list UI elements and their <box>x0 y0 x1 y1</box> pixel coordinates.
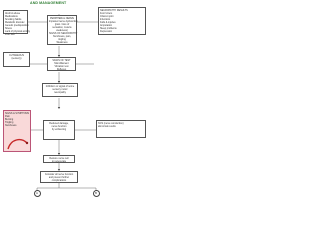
cutaneous-box <box>3 52 30 67</box>
list-item: Numbness <box>5 124 17 127</box>
risk-factors-box <box>3 10 28 34</box>
signs-neuropathy-heading: SIGNS OF NEUROPATHY <box>49 32 78 35</box>
signs-of-test-box <box>47 57 76 71</box>
text-line: Vibration test <box>54 65 69 68</box>
list-item: Lack of physical activity <box>5 30 30 33</box>
text-line: complications <box>51 178 67 182</box>
node-b: B <box>93 190 100 197</box>
text-line: and prevent further <box>48 175 70 179</box>
list-item: Smoking habits <box>5 18 22 21</box>
list-item: Pain <box>5 115 10 118</box>
risk-factors-list <box>4 11 30 37</box>
list-item: Infections <box>100 18 111 21</box>
text-line: (sensory) <box>11 57 22 60</box>
text-line: sensory motor <box>52 88 68 91</box>
text-line: Consider all nerve function <box>44 172 74 176</box>
text-line: to regenerate <box>51 159 67 163</box>
text-line: Monofilament <box>54 62 69 65</box>
text-line: nerve function <box>51 125 67 128</box>
results-heading: NEUROPATHY RESULTS <box>100 9 128 12</box>
cutaneous-heading: CUTANEOUS <box>9 54 24 57</box>
signs-test-heading: SIGNS OF TEST <box>52 59 71 62</box>
text-line: tingling <box>58 38 66 41</box>
list-item: Burning <box>5 118 14 121</box>
list-item: Foot Ulcers <box>100 12 113 15</box>
list-item: Amputation <box>100 24 113 27</box>
peripheral-nerve-heading: PERIPHERAL NERVE <box>50 17 74 20</box>
restore-nerve-box <box>43 155 75 163</box>
text-line: Restore nerve cell <box>49 156 69 160</box>
ncs-heading: NCS (nerve conduction) <box>98 122 124 125</box>
ncs-box <box>96 120 146 138</box>
text-line: weakness) <box>56 29 68 32</box>
list-item: Poor diet <box>5 33 15 36</box>
text-line: Impaired nerve dysfunction <box>49 20 78 23</box>
list-item: Depression <box>100 30 113 33</box>
signs-symptoms-heading: SIGNS & SYMPTOMS <box>5 112 29 115</box>
list-item: Falls & injuries <box>100 21 116 24</box>
text-line: (pain / loss of <box>54 23 70 26</box>
node-a: A <box>34 190 41 197</box>
signs-symptoms-box <box>3 110 31 152</box>
text-line: Numbness, pain, <box>53 35 71 38</box>
list-item: Tingling <box>5 121 14 124</box>
text-line: Reflexes <box>56 68 67 71</box>
text-line: by enhancing <box>51 128 67 131</box>
text-line: abnormal results <box>98 125 116 128</box>
reduced-damage-box <box>43 120 75 140</box>
text-line: neuropathy <box>54 91 66 94</box>
list-item: Genetic predisposition <box>5 24 29 27</box>
text-line: Inhibition or signal of some <box>45 85 75 88</box>
symptom-illustration <box>5 135 31 151</box>
list-item: Metabolic disorder <box>5 21 25 24</box>
list-item: Medications <box>5 15 18 18</box>
neuropathy-results-box <box>98 7 146 35</box>
text-line: sensation, muscle <box>52 26 72 29</box>
peripheral-nerve-box <box>47 15 77 45</box>
list-item: Charcot joint <box>100 15 114 18</box>
list-item: Alcohol abuse <box>5 12 21 15</box>
text-line: Reduced damage, <box>49 122 69 125</box>
list-item: Stress <box>5 27 12 30</box>
consider-nerve-box <box>40 171 78 183</box>
page-title: AND MANAGEMENT <box>30 1 67 5</box>
inhibition-box <box>42 83 78 97</box>
list-item: Sleep problems <box>100 27 117 30</box>
text-line: Weakness <box>56 41 68 44</box>
